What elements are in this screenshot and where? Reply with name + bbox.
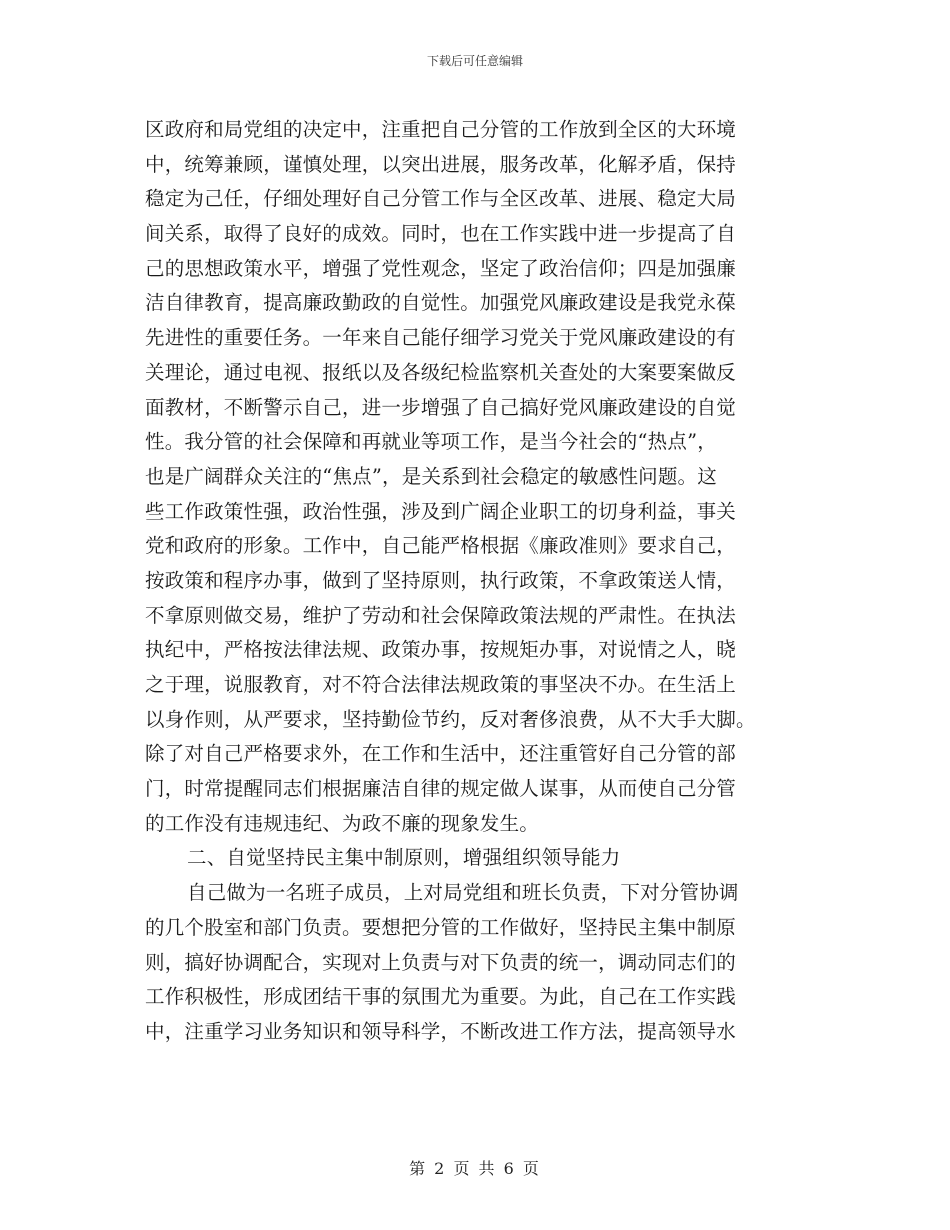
paragraph-line: 的工作没有违规违纪、为政不廉的现象发生。 bbox=[145, 811, 540, 835]
paragraph-line: 性。我分管的社会保障和再就业等项工作，是当今社会的“热点”， bbox=[145, 430, 717, 454]
paragraph-line: 稳定为己任，仔细处理好自己分管工作与全区改革、进展、稳定大局 bbox=[145, 187, 737, 211]
page-number-footer: 第 2 页 共 6 页 bbox=[409, 1159, 541, 1178]
paragraph-line: 门，时常提醒同志们根据廉洁自律的规定做人谋事，从而使自己分管 bbox=[145, 777, 737, 801]
paragraph-line: 之于理，说服教育，对不符合法律法规政策的事坚决不办。在生活上 bbox=[145, 673, 737, 696]
paragraph-line: 区政府和局党组的决定中，注重把自己分管的工作放到全区的大环境 bbox=[145, 118, 737, 141]
paragraph-line: 的几个股室和部门负责。要想把分管的工作做好，坚持民主集中制原 bbox=[145, 915, 737, 939]
paragraph-line: 以身作则，从严要求，坚持勤俭节约，反对奢侈浪费，从不大手大脚。 bbox=[145, 707, 756, 731]
paragraph-line: 自己做为一名班子成员，上对局党组和班长负责，下对分管协调 bbox=[187, 881, 739, 905]
paragraph-line: 关理论，通过电视、报纸以及各级纪检监察机关查处的大案要案做反 bbox=[145, 360, 737, 384]
paragraph-line: 中，统筹兼顾，谨慎处理，以突出进展，服务改革，化解矛盾，保持 bbox=[145, 152, 737, 176]
paragraph-line: 不拿原则做交易，维护了劳动和社会保障政策法规的严肃性。在执法 bbox=[145, 603, 737, 627]
paragraph-line: 则，搞好协调配合，实现对上负责与对下负责的统一，调动同志们的 bbox=[145, 950, 737, 974]
paragraph-line: 按政策和程序办事，做到了坚持原则，执行政策，不拿政策送人情， bbox=[145, 568, 737, 592]
page-header: 下载后可任意编辑 bbox=[426, 54, 523, 68]
paragraph-line: 些工作政策性强，政治性强，涉及到广阔企业职工的切身利益，事关 bbox=[145, 499, 737, 523]
paragraph-line: 党和政府的形象。工作中，自己能严格根据《廉政准则》要求自己， bbox=[145, 534, 737, 558]
paragraph-line: 面教材，不断警示自己，进一步增强了自己搞好党风廉政建设的自觉 bbox=[145, 395, 737, 419]
document-body bbox=[145, 113, 805, 1050]
paragraph-line: 也是广阔群众关注的“焦点”，是关系到社会稳定的敏感性问题。这 bbox=[145, 464, 717, 488]
paragraph-line: 洁自律教育，提高廉政勤政的自觉性。加强党风廉政建设是我党永葆 bbox=[145, 291, 737, 315]
paragraph-line: 工作积极性，形成团结干事的氛围尤为重要。为此，自己在工作实践 bbox=[145, 985, 737, 1009]
paragraph-line: 除了对自己严格要求外，在工作和生活中，还注重管好自己分管的部 bbox=[145, 742, 737, 766]
paragraph-line: 间关系，取得了良好的成效。同时，也在工作实践中进一步提高了自 bbox=[145, 222, 737, 246]
paragraph-line: 中，注重学习业务知识和领导科学，不断改进工作方法，提高领导水 bbox=[145, 1019, 737, 1043]
paragraph-line: 己的思想政策水平，增强了党性观念，坚定了政治信仰；四是加强廉 bbox=[145, 256, 737, 280]
paragraph-line: 先进性的重要任务。一年来自己能仔细学习党关于党风廉政建设的有 bbox=[145, 326, 737, 350]
section-heading: 二、自觉坚持民主集中制原则，增强组织领导能力 bbox=[187, 846, 621, 870]
paragraph-line: 执纪中，严格按法律法规、政策办事，按规矩办事，对说情之人，晓 bbox=[145, 638, 737, 662]
